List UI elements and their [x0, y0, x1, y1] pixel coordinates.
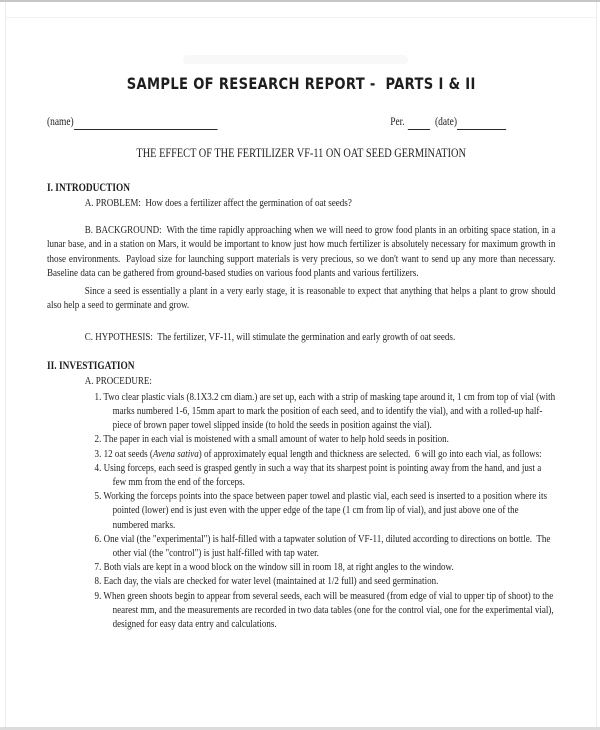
date-label: (date): [435, 116, 457, 128]
page-edge-right: [596, 2, 597, 730]
procedure-step-5: 5. Working the forceps points into the space between paper towel and plastic vial, each seed is inserted to a position where its pointed (lower) end is just even with the upper edge of the tape (1 cm from lip of vial), and just above one of the numbered marks.: [94, 490, 550, 531]
problem-statement: A. PROBLEM: How does a fertilizer affect the germination of oat seeds?: [84, 197, 352, 209]
species-name-italic: Avena sativa: [152, 447, 199, 460]
document-content: [47, 0, 560, 631]
section-introduction-heading: I. INTRODUCTION: [47, 182, 131, 194]
page-title: SAMPLE OF RESEARCH REPORT - PARTS I & II: [126, 74, 476, 93]
procedure-step-2: 2. The paper in each vial is moistened with a small amount of water to help hold seeds in position.: [94, 433, 449, 446]
procedure-step-3: 3. 12 oat seeds (Avena sativa) of approximately equal length and thickness are selected. 6 will go into each vial, as follows:: [94, 447, 542, 460]
per-date-fields: [390, 115, 506, 130]
procedure-step-1: 1. Two clear plastic vials (8.1X3.2 cm diam.) are set up, each with a strip of masking tape around it, 1 cm from top of vial (with marks numbered 1-6, 15mm apart to mark the position of each seed, and to identify the vial), and with a rolled-up half-piece of brown paper towel slipped inside (to hold the seeds in position against the vial).: [94, 390, 558, 432]
procedure-label: A. PROCEDURE:: [84, 374, 152, 387]
section-investigation-heading: II. INVESTIGATION: [47, 359, 135, 372]
procedure-step-9: 9. When green shoots begin to appear from several seeds, each will be measured (from edge of vial to upper tip of shoot) to the nearest mm, and the measurements are recorded in two data tables (one for the control vial, one for the experimental vial), designed for easy data entry and calculations.: [94, 589, 556, 631]
per-blank-line: [408, 118, 430, 130]
procedure-step-6: 6. One vial (the "experimental") is half-filled with a tapwater solution of VF-11, diluted according to directions on bottle. The other vial (the "control") is just half-filled with tap water.: [94, 532, 553, 560]
procedure-steps: [47, 390, 558, 631]
page-edge-left: [5, 2, 6, 730]
per-label: Per.: [390, 116, 405, 128]
date-blank-line: [457, 118, 506, 130]
hypothesis-statement: C. HYPOTHESIS: The fertilizer, VF-11, will stimulate the germination and early growth of oat seeds.: [84, 331, 456, 344]
procedure-step-7: 7. Both vials are kept in a wood block on the window sill in room 18, at right angles to the window.: [94, 561, 454, 574]
name-blank-line: [74, 118, 218, 130]
since-paragraph: Since a seed is essentially a plant in a very early stage, it is reasonable to expect that anything that helps a plant to grow should also help a seed to germinate and grow.: [47, 285, 558, 312]
name-field: [47, 115, 217, 130]
procedure-step-8: 8. Each day, the vials are checked for water level (maintained at 1/2 full) and seed germination.: [94, 575, 439, 588]
procedure-step-4: 4. Using forceps, each seed is grasped gently in such a way that its sharpest point is pointing away from the hand, and just a few mm from the end of the forceps.: [94, 461, 544, 489]
byline: [47, 115, 555, 130]
background-paragraph: B. BACKGROUND: With the time rapidly approaching when we will need to grow food plants in an orbiting space station, in a lunar base, and in a station on Mars, it would be important to know just how much fertilizer is absolutely necessary for maximum growth in those environments. Payload size for launching support materials is very precious, so we don't want to send up any more than necessary. Baseline data can be gathered from ground-based studies on various food plants and various fertilizers.: [47, 224, 560, 279]
report-title: THE EFFECT OF THE FERTILIZER VF-11 ON OAT SEED GERMINATION: [136, 146, 466, 160]
name-label: (name): [47, 116, 74, 128]
